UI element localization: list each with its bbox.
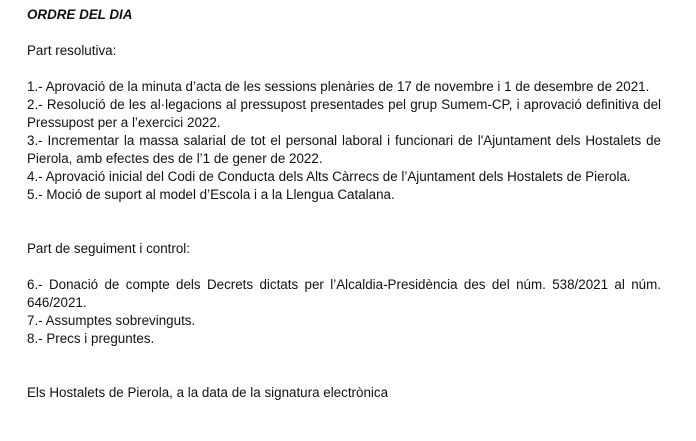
agenda-item-7: 7.- Assumptes sobrevinguts. [27,313,196,328]
agenda-item-6: 6.- Donació de compte dels Decrets dictats per l’Alcaldia-Presidència des del núm. 538/2021 al núm. 646/2021. [27,277,661,310]
agenda-list-resolutiva [27,78,661,204]
agenda-item-3: 3.- Incrementar la massa salarial de tot el personal laboral i funcionari de l'Ajuntament dels Hostalets de Pierola, amb efectes des de l’1 de gener de 2022. [27,133,661,166]
section-heading-resolutiva: Part resolutiva: [27,43,117,58]
agenda-list-seguiment [27,276,661,348]
section-heading-seguiment: Part de seguiment i control: [27,241,191,256]
agenda-item-2: 2.- Resolució de les al·legacions al pressupost presentades pel grup Sumem-CP, i aprovació definitiva del Pressupost per a l’exercici 2022. [27,97,661,130]
agenda-item-4: 4.- Aprovació inicial del Codi de Conducta dels Alts Càrrecs de l’Ajuntament dels Hostalets de Pierola. [27,169,631,184]
signature-footer: Els Hostalets de Pierola, a la data de la signatura electrònica [27,385,389,400]
document-page [27,6,661,402]
agenda-item-1: 1.- Aprovació de la minuta d’acta de les sessions plenàries de 17 de novembre i 1 de desembre de 2021. [27,79,650,94]
document-title: ORDRE DEL DIA [27,7,133,22]
agenda-item-5: 5.- Moció de suport al model d’Escola i a la Llengua Catalana. [27,187,395,202]
agenda-item-8: 8.- Precs i preguntes. [27,331,155,346]
